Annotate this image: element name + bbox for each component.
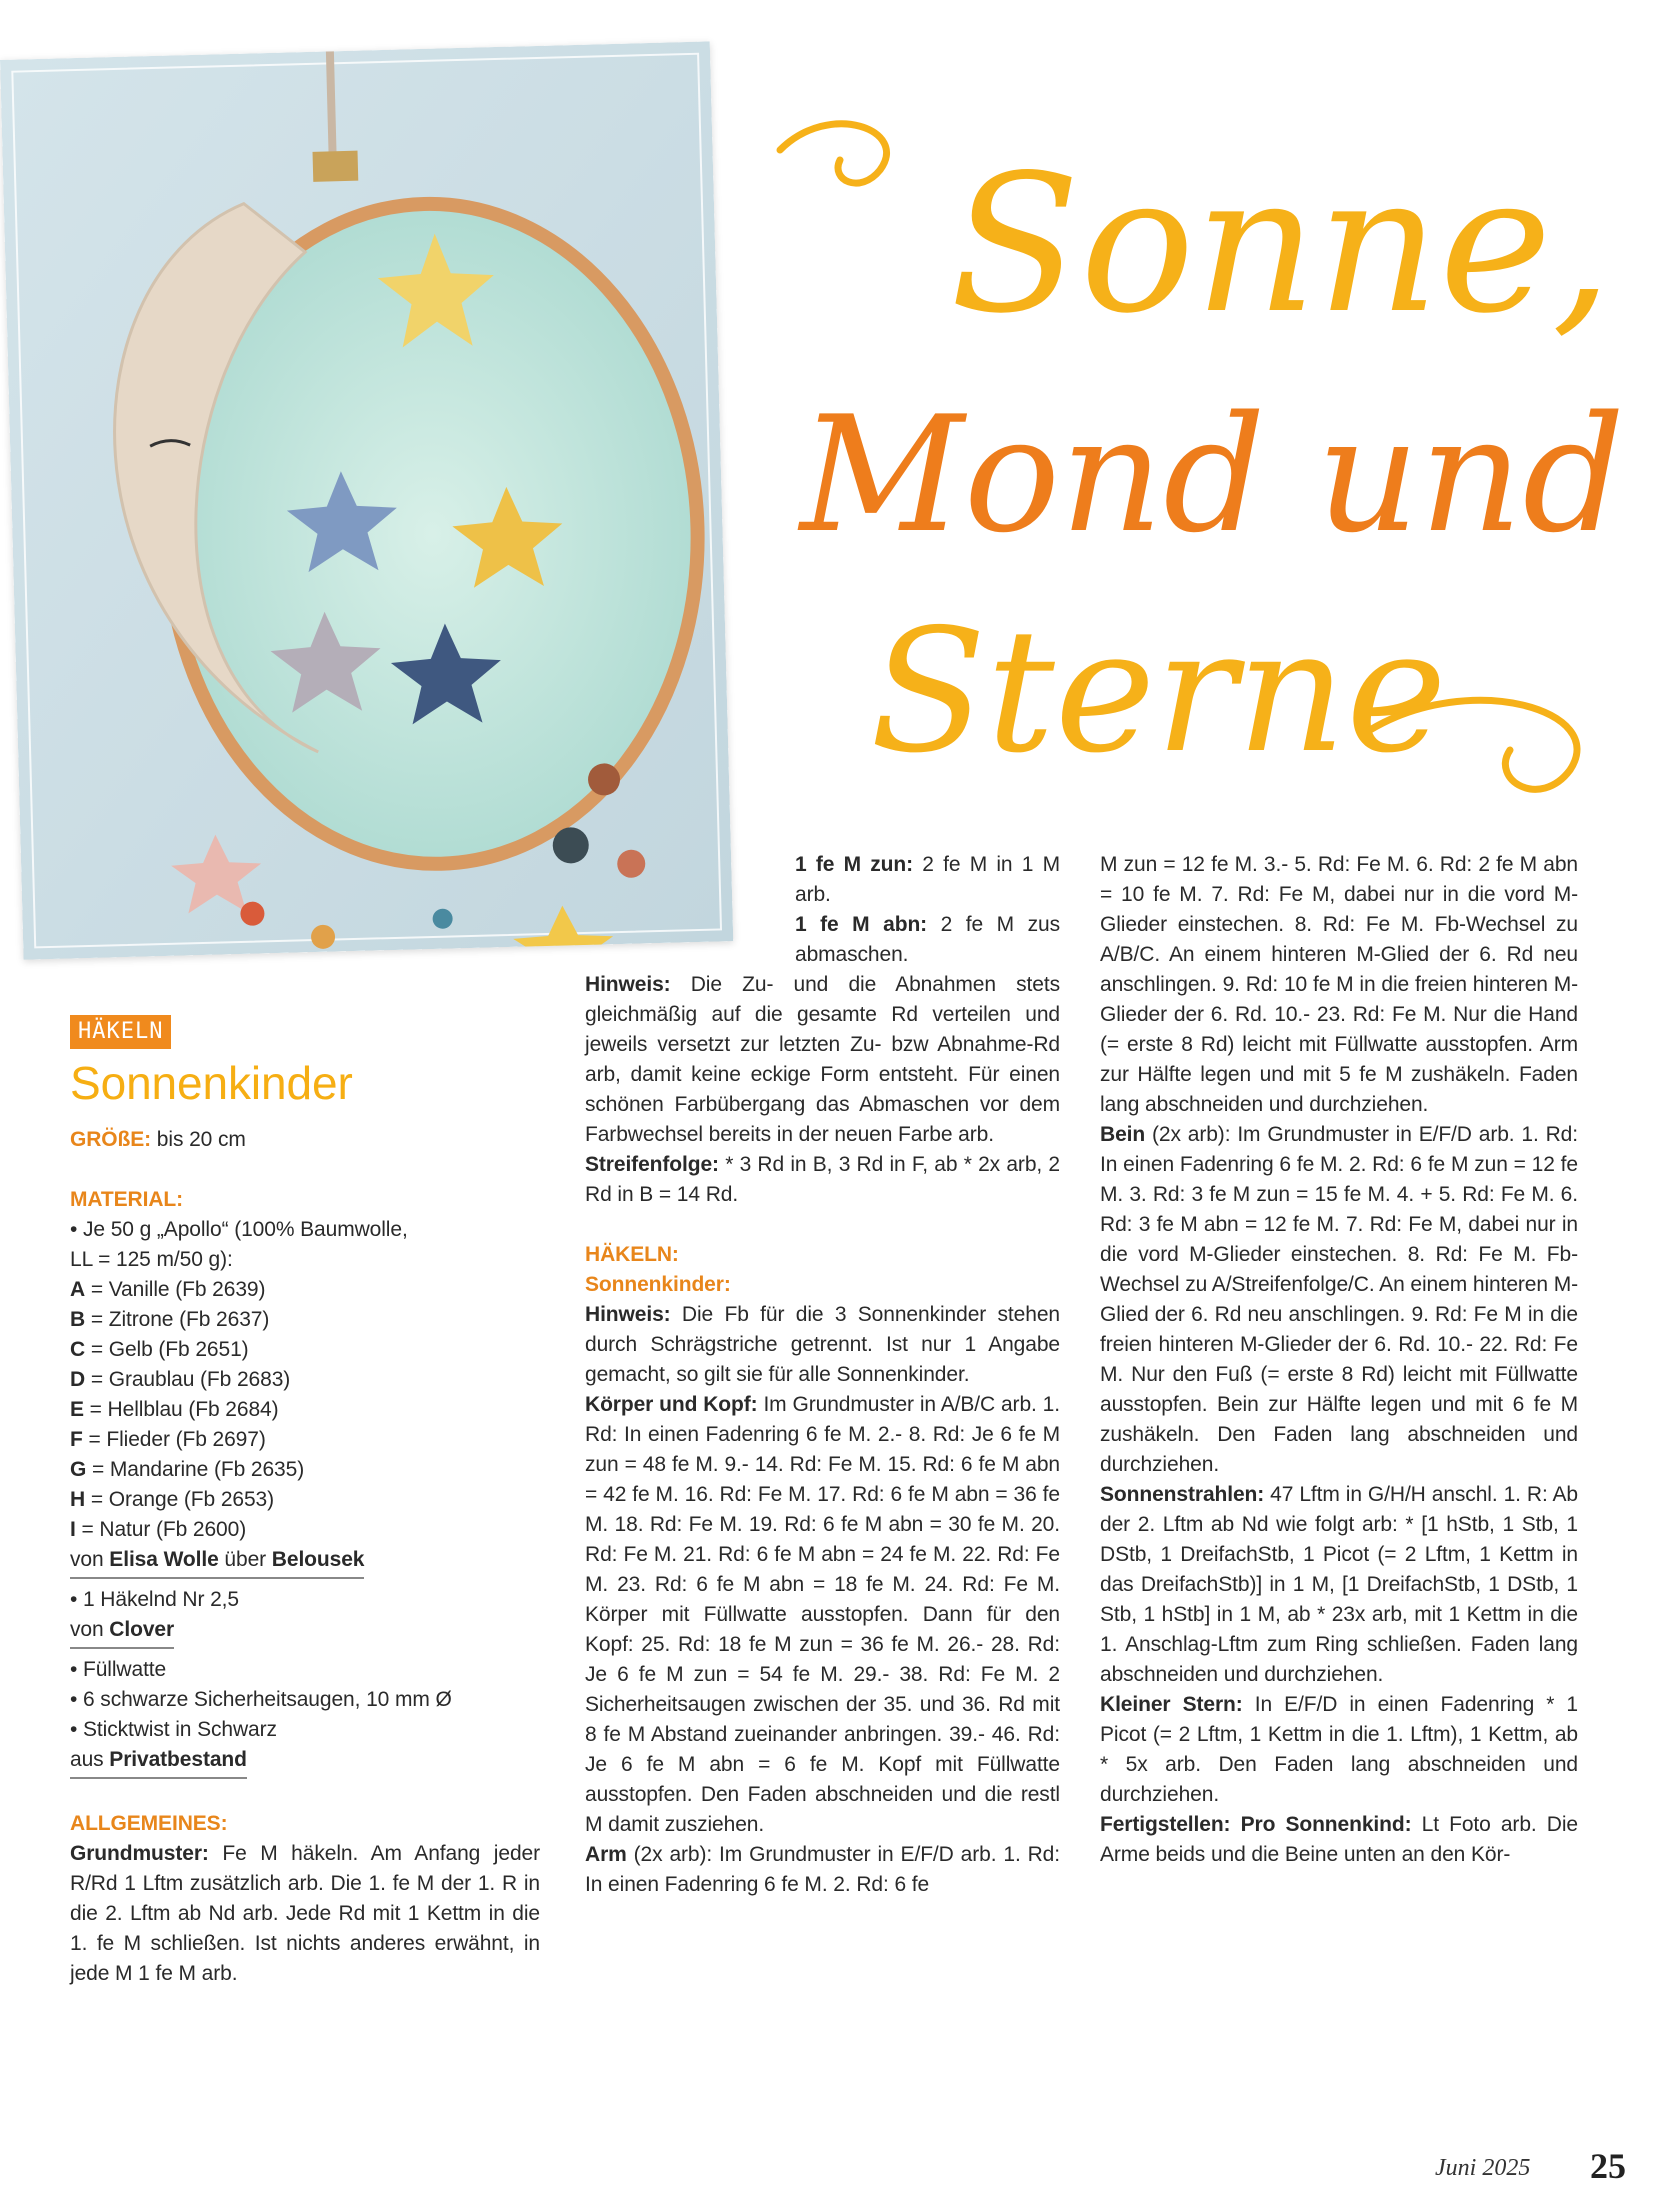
title-line-2: Mond und	[800, 381, 1625, 568]
hinweis2-paragraph: Hinweis: Die Fb für die 3 Sonnenkinder stehen durch Schrägstriche getrennt. Ist nur 1 Angabe gemacht, so gilt sie für alle Sonnenkinder.	[585, 1303, 1060, 1386]
hook-line: • 1 Häkelnd Nr 2,5	[70, 1588, 239, 1611]
general-label: ALLGEMEINES:	[70, 1812, 228, 1835]
title-line-3: Sterne	[870, 593, 1447, 791]
strahlen-paragraph: Sonnenstrahlen: 47 Lftm in G/H/H anschl. 1. R: Ab der 2. Lftm ab Nd wie folgt arb: * [1 hStb, 1 Stb, 1 DStb, 1 DreifachStb, 1 Picot (= 2 Lftm, 1 Kettm in das DreifachStb)] in 1 M, [1 DreifachStb, 1 DStb, 1 Stb, 1 hStb] in 1 M, ab * 23x arb, mit 1 Kettm in die 1. Anschlag-Lftm zum Ring schließen. Faden lang abschneiden und durchziehen.	[1100, 1483, 1578, 1686]
hinweis-paragraph: Hinweis: Die Zu- und die Abnahmen stets gleichmäßig auf die gesamte Rd verteilen und jeweils versetzt zur letzten Zu- bzw Abnahme-Rd arb, damit keine eckige Form entsteht. Für einen schönen Farbübergang das Abmaschen vor dem Farbwechsel bereits in der neuen Farbe arb.	[585, 973, 1060, 1146]
size-value: bis 20 cm	[151, 1128, 246, 1151]
material-line: LL = 125 m/50 g):	[70, 1248, 233, 1271]
source-hook: von Clover	[70, 1615, 174, 1649]
bein-paragraph: Bein (2x arb): Im Grundmuster in E/F/D arb. 1. Rd: In einen Fadenring 6 fe M. 2. Rd: 6 fe M zun = 12 fe M. 3. Rd: 3 fe M zun = 15 fe M. 4. + 5. Rd: Fe M. 6. Rd: 3 fe M abn = 12 fe M. 7. Rd: Fe M, dabei nur in die vord M-Glieder einstechen. 8. Rd: Fe M. Fb-Wechsel zu A/Streifenfolge/C. An einem hinteren M-Glied der 6. Rd neu anschlingen. 9. Rd: Fe M in die freien hinteren M-Glieder der 6. Rd. 10.- 22. Rd: Fe M. Nur den Fuß (= erste 8 Rd) leicht mit Füllwatte ausstopfen. Bein zur Hälfte legen und mit 6 fe M zushäkeln. Den Faden lang abschneiden und durchziehen.	[1100, 1123, 1578, 1476]
haekeln-label: HÄKELN:	[585, 1243, 679, 1266]
issue-date: Juni 2025	[1435, 2155, 1531, 2181]
stern-paragraph: Kleiner Stern: In E/F/D in einen Fadenring * 1 Picot (= 2 Lftm, 1 Kettm in die 1. Lftm), 1 Kettm, ab * 5x arb. Den Faden lang abschneiden und durchziehen.	[1100, 1693, 1578, 1806]
pattern-heading: Sonnenkinder	[70, 1057, 353, 1109]
color-line: G = Mandarine (Fb 2635)	[70, 1458, 305, 1481]
page-number: 25	[1590, 2146, 1626, 2186]
title-line-1: Sonne,	[950, 134, 1613, 355]
color-line: I = Natur (Fb 2600)	[70, 1518, 247, 1541]
source-yarn: von Elisa Wolle über Belousek	[70, 1545, 364, 1579]
color-line: A = Vanille (Fb 2639)	[70, 1278, 266, 1301]
extra-line: • Füllwatte	[70, 1658, 167, 1681]
source-other: aus Privatbestand	[70, 1745, 247, 1779]
material-label: MATERIAL:	[70, 1188, 184, 1211]
color-line: C = Gelb (Fb 2651)	[70, 1338, 249, 1361]
hero-photo	[0, 41, 733, 959]
extra-line: • 6 schwarze Sicherheitsaugen, 10 mm Ø	[70, 1688, 452, 1711]
zun-def: 1 fe M zun: 2 fe M in 1 M arb.	[795, 853, 1060, 906]
column-3	[1100, 850, 1578, 1870]
page-title	[770, 110, 1630, 810]
material-line: • Je 50 g „Apollo“ (100% Baumwolle,	[70, 1218, 408, 1241]
color-line: B = Zitrone (Fb 2637)	[70, 1308, 270, 1331]
arm-paragraph: Arm (2x arb): Im Grundmuster in E/F/D arb. 1. Rd: In einen Fadenring 6 fe M. 2. Rd: 6 fe	[585, 1843, 1060, 1896]
abn-def: 1 fe M abn: 2 fe M zus abmaschen.	[795, 913, 1061, 966]
color-line: H = Orange (Fb 2653)	[70, 1488, 275, 1511]
column-1	[70, 1015, 540, 1989]
fertig-paragraph: Fertigstellen: Pro Sonnenkind: Lt Foto arb. Die Arme beids und die Beine unten an den Kör-	[1100, 1813, 1578, 1866]
column-2	[585, 850, 1060, 1900]
color-line: E = Hellblau (Fb 2684)	[70, 1398, 279, 1421]
section-tag: HÄKELN	[70, 1015, 171, 1049]
color-line: F = Flieder (Fb 2697)	[70, 1428, 266, 1451]
color-line: D = Graublau (Fb 2683)	[70, 1368, 291, 1391]
grundmuster-paragraph: Grundmuster: Fe M häkeln. Am Anfang jeder R/Rd 1 Lftm zusätzlich arb. Die 1. fe M der 1. R in die 2. Lftm ab Nd arb. Jede Rd mit 1 Kettm in die 1. fe M schließen. Ist nichts anderes erwähnt, in jede M 1 fe M arb.	[70, 1842, 540, 1985]
sonnenkinder-label: Sonnenkinder:	[585, 1273, 731, 1296]
arm-continued: M zun = 12 fe M. 3.- 5. Rd: Fe M. 6. Rd: 2 fe M abn = 10 fe M. 7. Rd: Fe M, dabei nur in die vord M-Glieder einstechen. 8. Rd: Fe M. Fb-Wechsel zu A/B/C. An einem hinteren M-Glied der 6. Rd neu anschlingen. 9. Rd: 10 fe M in die freien hinteren M-Glieder der 6. Rd. 10.- 23. Rd: Fe M. Nur die Hand (= erste 8 Rd) leicht mit Füllwatte ausstopfen. Arm zur Hälfte legen und mit 5 fe M zushäkeln. Faden lang abschneiden und durchziehen.	[1100, 853, 1578, 1116]
streifen-paragraph: Streifenfolge: * 3 Rd in B, 3 Rd in F, ab * 2x arb, 2 Rd in B = 14 Rd.	[585, 1153, 1060, 1206]
koerper-paragraph: Körper und Kopf: Im Grundmuster in A/B/C arb. 1. Rd: In einen Fadenring 6 fe M. 2.- 8. Rd: Je 6 fe M zun = 48 fe M. 9.- 14. Rd: Fe M. 15. Rd: 6 fe M abn = 42 fe M. 16. Rd: Fe M. 17. Rd: 6 fe M abn = 36 fe M. 18. Rd: Fe M. 19. Rd: 6 fe M abn = 30 fe M. 20. Rd: Fe M. 21. Rd: 6 fe M abn = 24 fe M. 22. Rd: Fe M. 23. Rd: 6 fe M abn = 18 fe M. 24. Rd: Fe M. Körper mit Füllwatte ausstopfen. Dann für den Kopf: 25. Rd: 18 fe M zun = 36 fe M. 26.- 28. Rd: Je 6 fe M zun = 54 fe M. 29.- 38. Rd: Fe M. 2 Sicherheitsaugen zwischen der 35. und 36. Rd mit 8 fe M Abstand zueinander anbringen. 39.- 46. Rd: Je 6 fe M abn = 6 fe M. Kopf mit Füllwatte ausstopfen. Den Faden abschneiden und die restl M damit zusziehen.	[585, 1393, 1060, 1836]
extra-line: • Sticktwist in Schwarz	[70, 1718, 277, 1741]
moon-hoop-illustration	[0, 41, 733, 959]
size-label: GRÖßE:	[70, 1128, 152, 1151]
